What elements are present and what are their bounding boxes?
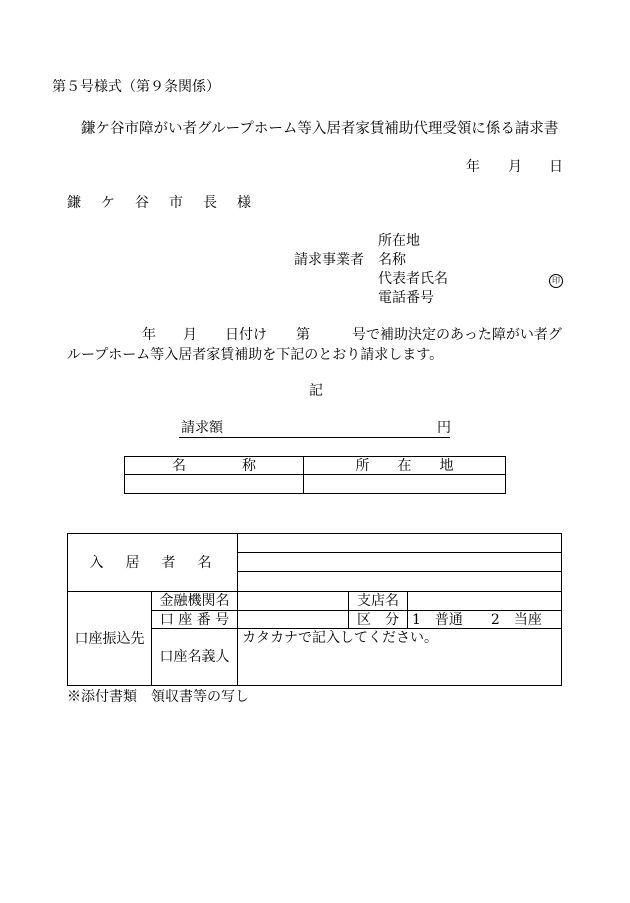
branch-name-label: 支店名 xyxy=(349,592,408,611)
phone-label: 電話番号 xyxy=(378,290,434,306)
claim-amount-unit: 円 xyxy=(437,420,451,436)
form-number: 第５号様式（第９条関係） xyxy=(52,79,220,95)
account-holder-cell[interactable] xyxy=(238,647,562,686)
branch-name-cell[interactable] xyxy=(408,592,562,611)
category-label: 区 分 xyxy=(349,611,408,629)
facility-table xyxy=(124,456,506,494)
body-number-prefix: 第 xyxy=(296,327,310,343)
account-number-label: 口 座 番 号 xyxy=(152,611,238,629)
attachments-note: ※添付書類 領収書等の写し xyxy=(67,689,249,705)
resident-account-table xyxy=(67,533,562,686)
date-year: 年 xyxy=(466,159,480,175)
bank-name-label: 金融機関名 xyxy=(152,592,238,611)
date-day: 日 xyxy=(549,159,563,175)
seal-mark xyxy=(549,272,563,288)
account-transfer-label: 口座振込先 xyxy=(68,592,152,686)
claim-amount-label: 請求額 xyxy=(181,420,223,436)
claimant-label: 請求事業者 xyxy=(294,252,364,268)
facility-name-header: 名 称 xyxy=(125,457,304,475)
resident-name-cell-1[interactable] xyxy=(238,534,562,553)
resident-name-cell-3[interactable] xyxy=(238,572,562,592)
body-date-suffix: 日付け xyxy=(225,327,267,343)
resident-name-cell-2[interactable] xyxy=(238,553,562,572)
body-year: 年 xyxy=(142,327,156,343)
claimant-name-label: 名称 xyxy=(378,252,406,268)
seal-icon: 印 xyxy=(549,274,563,288)
addressee: 鎌 ケ 谷 市 長 様 xyxy=(67,195,254,211)
ki-heading: 記 xyxy=(309,383,323,399)
representative-label: 代表者氏名 xyxy=(378,271,448,287)
facility-name-cell[interactable] xyxy=(125,475,304,494)
date-month: 月 xyxy=(508,159,522,175)
body-month: 月 xyxy=(183,327,197,343)
claim-amount-underline xyxy=(179,437,450,438)
account-number-cell[interactable] xyxy=(238,611,349,629)
resident-name-label: 入 居 者 名 xyxy=(68,534,238,592)
facility-address-header: 所 在 地 xyxy=(304,457,506,475)
body-text-line1: 号で補助決定のあった障がい者グ xyxy=(352,327,562,343)
document-title: 鎌ケ谷市障がい者グループホーム等入居者家賃補助代理受領に係る請求書 xyxy=(81,121,559,137)
body-text-line2: ループホーム等入居者家賃補助を下記のとおり請求します。 xyxy=(67,347,444,363)
facility-address-cell[interactable] xyxy=(304,475,506,494)
bank-name-cell[interactable] xyxy=(238,592,349,611)
holder-note: カタカナで記入してください。 xyxy=(238,629,562,647)
claimant-address-label: 所在地 xyxy=(378,233,420,249)
account-holder-label: 口座名義人 xyxy=(152,629,238,686)
category-options[interactable]: 1 普通 2 当座 xyxy=(408,611,562,629)
